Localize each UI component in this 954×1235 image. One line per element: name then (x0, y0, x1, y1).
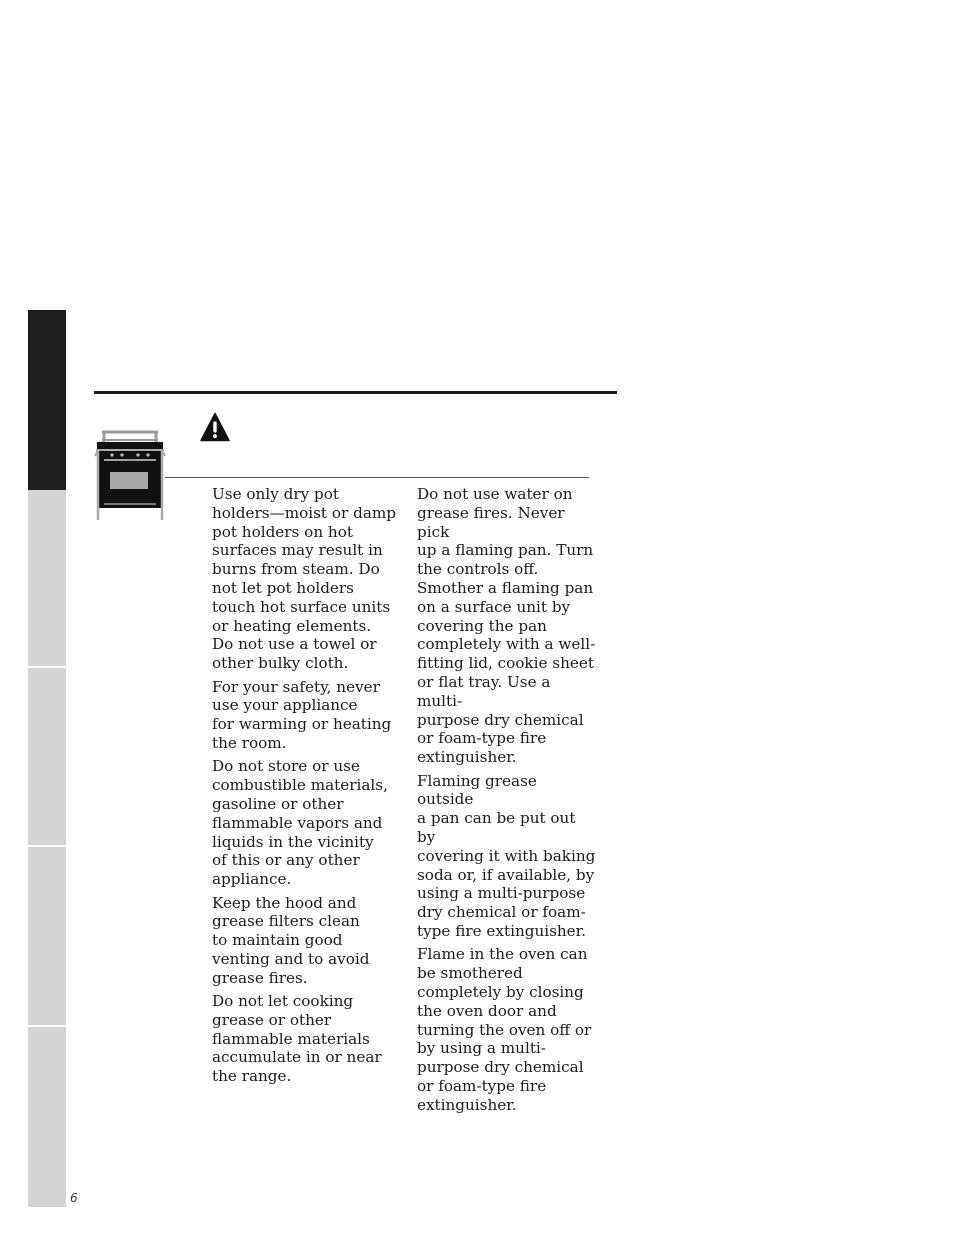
paragraph-room-heating: For your safety, never use your appliance for warming or heating the room. (212, 677, 392, 752)
paragraph-grease-accumulation: Do not let cooking grease or other flammable materials accumulate in or near the range. (212, 992, 382, 1086)
paragraph-hood-filters: Keep the hood and grease filters clean to maintain good venting and to avoid grease fires. (212, 893, 370, 987)
section-tab-safety (28, 310, 66, 490)
safety-column-left (212, 485, 400, 1091)
safety-column-right (417, 485, 597, 1119)
paragraph-grease-fires: Do not use water on grease fires. Never pick up a flaming pan. Turn the controls off. Smother a flaming pan on a surface unit by covering the pan completely with a well- fitting lid, cookie sheet or flat tray. Use a multi- purpose dry chemical or foam-type fire extinguisher. (417, 485, 596, 767)
paragraph-oven-flame: Flame in the oven can be smothered completely by closing the oven door and turning the oven off or by using a multi- purpose dry chemical or foam-type fire extinguisher. (417, 945, 592, 1114)
paragraph-flaming-grease-outside: Flaming grease outside a pan can be put out by covering it with baking soda or, if available, by using a multi-purpose dry chemical or foam- type fire extinguisher. (417, 771, 596, 940)
page-number: 6 (70, 1191, 78, 1205)
section-top-rule (94, 391, 617, 394)
range-appliance-icon (94, 428, 166, 522)
section-tab-installation (28, 847, 66, 1025)
warning-triangle-icon (200, 412, 230, 442)
section-divider-rule (165, 477, 589, 478)
paragraph-combustible-materials: Do not store or use combustible materials, gasoline or other flammable vapors and liquids in the vicinity of this or any other appliance. (212, 757, 388, 889)
section-tab-troubleshooting (28, 1027, 66, 1207)
section-tab-care (28, 668, 66, 845)
section-tab-operating (28, 490, 66, 666)
paragraph-pot-holders: Use only dry pot holders—moist or damp pot holders on hot surfaces may result in burns from steam. Do not let pot holders touch hot surface units or heating elements. Do not use a towel or other bulky cloth. (212, 485, 396, 673)
